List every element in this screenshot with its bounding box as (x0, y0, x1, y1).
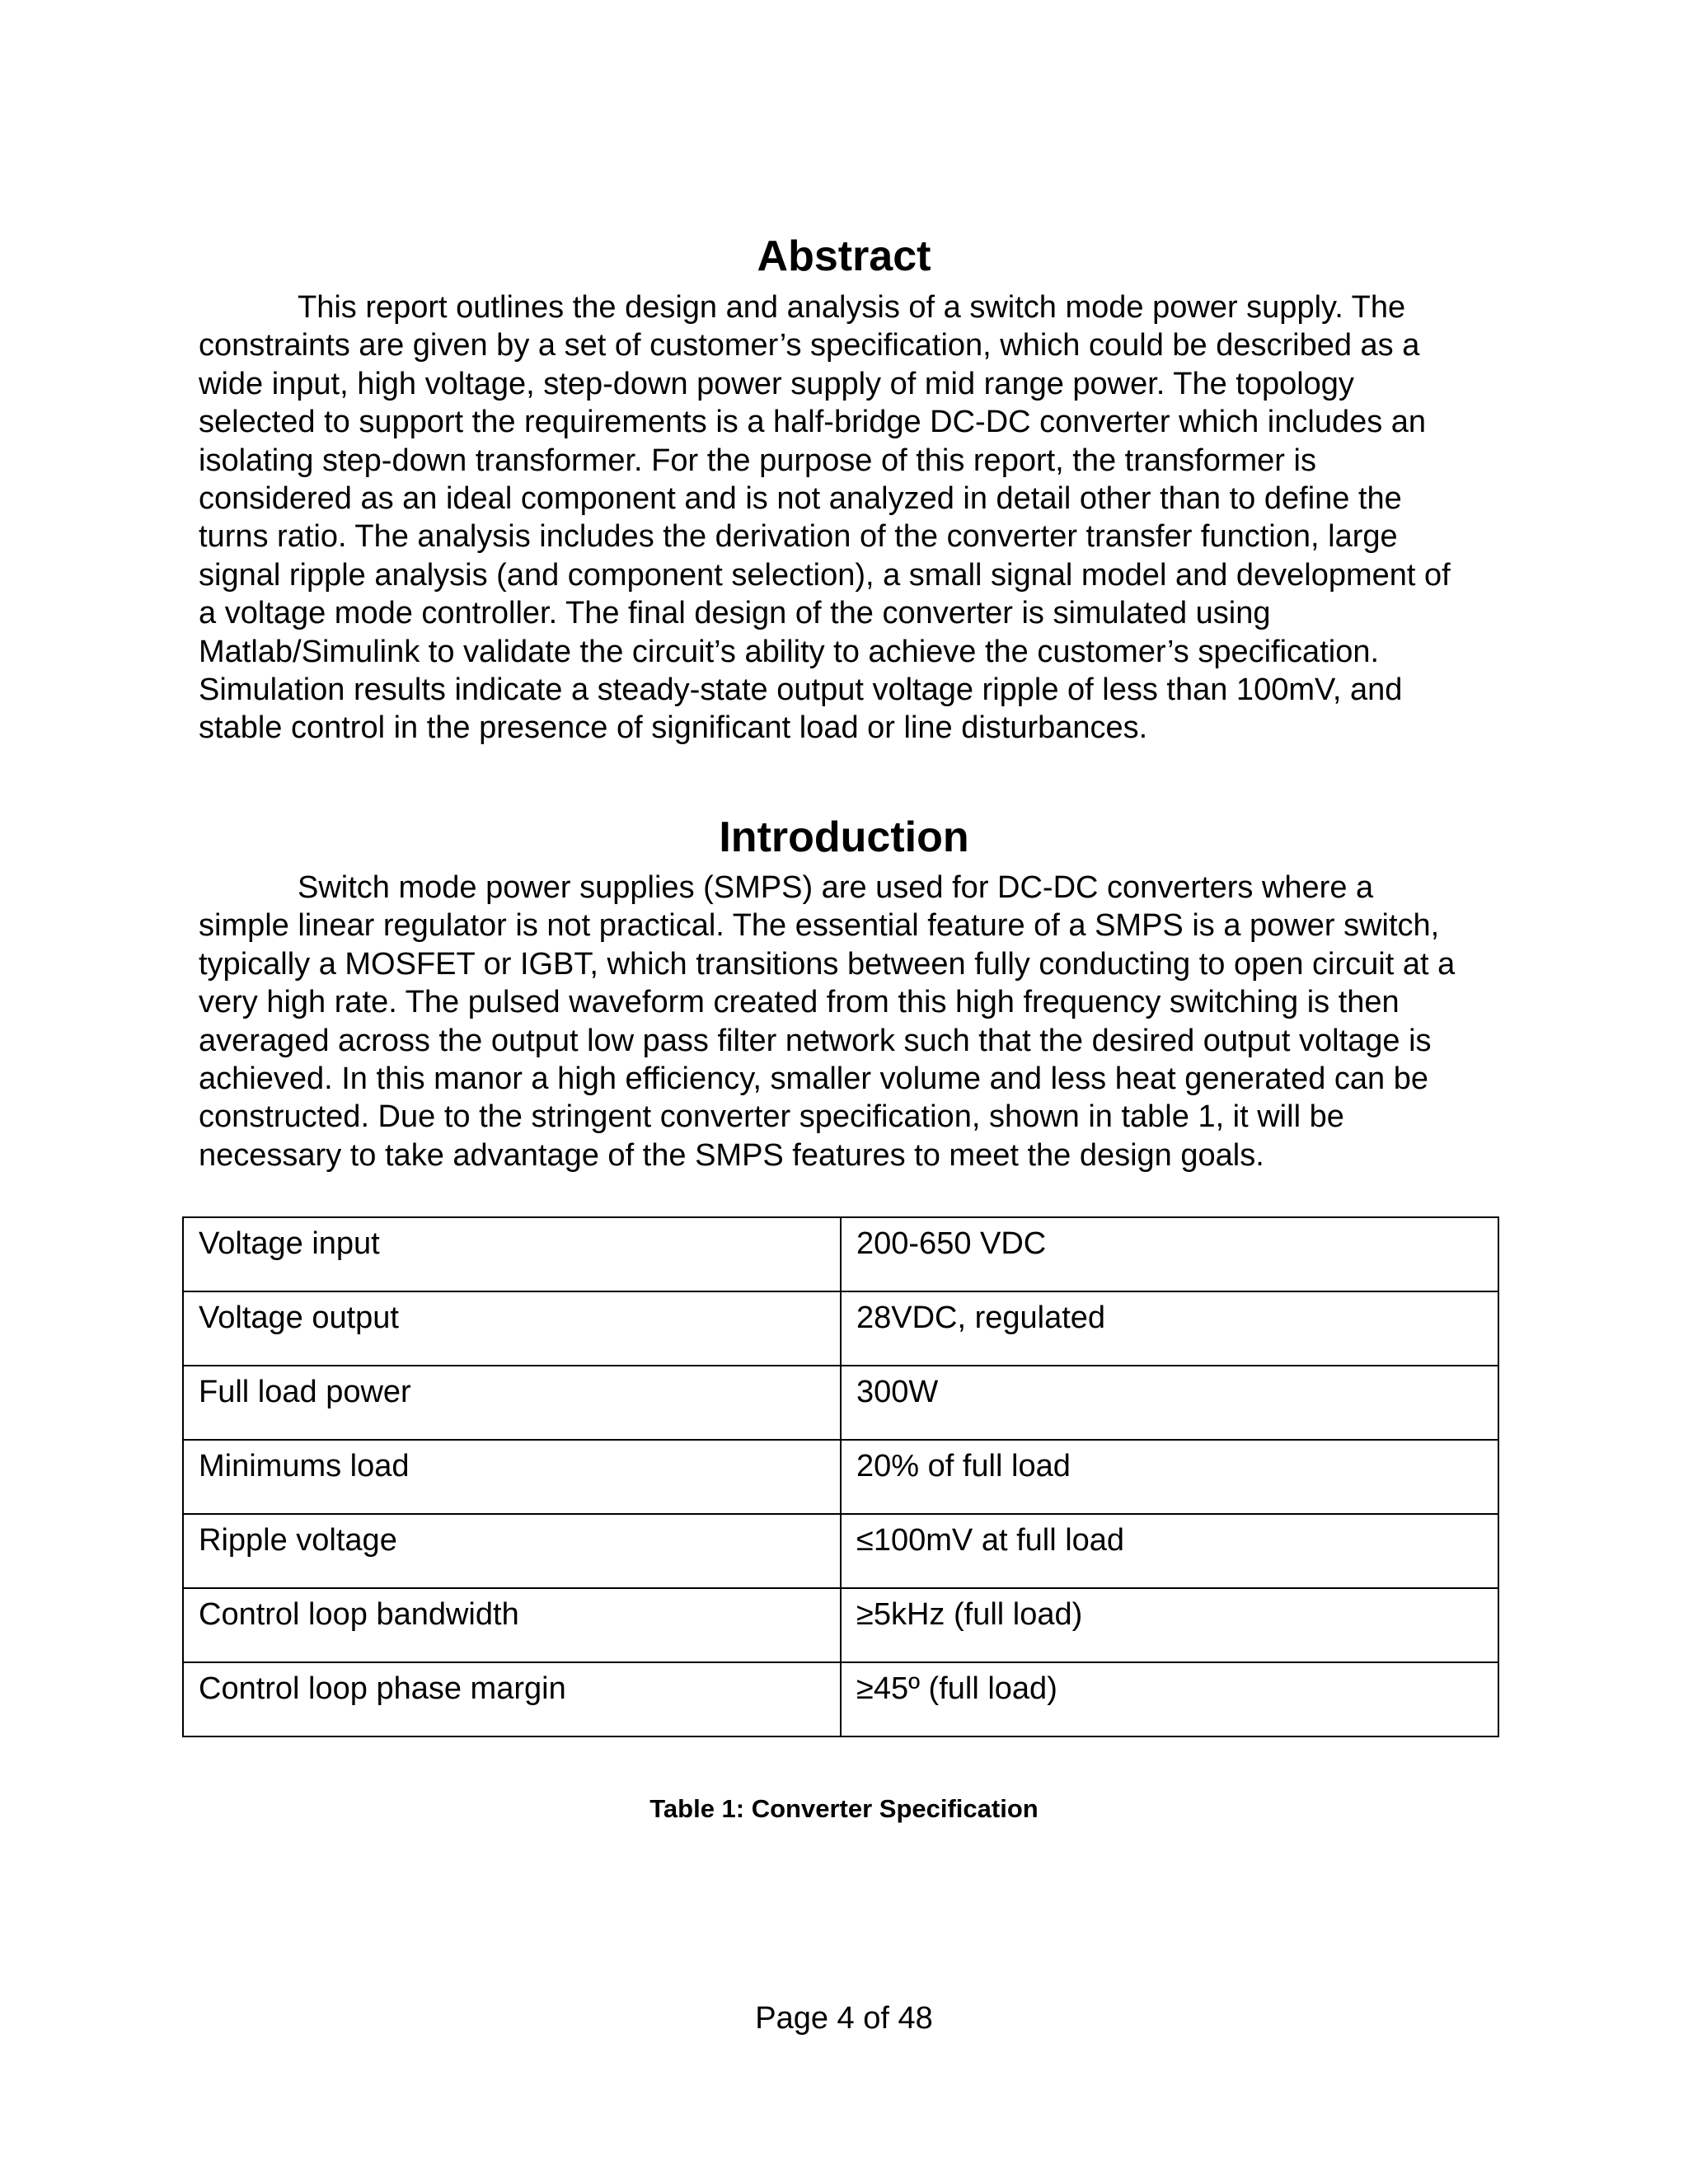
spec-value-cell (841, 1588, 1498, 1662)
spec-value-cell (841, 1662, 1498, 1736)
spec-parameter: Full load power (199, 1375, 411, 1409)
abstract-line: Matlab/Simulink to validate the circuit’s ability to achieve the customer’s specification. (199, 634, 1380, 669)
spec-parameter-cell (183, 1662, 841, 1736)
table-row (183, 1514, 1498, 1588)
spec-parameter: Voltage output (199, 1301, 399, 1335)
abstract-line: Simulation results indicate a steady-state output voltage ripple of less than 100mV, and (199, 673, 1403, 708)
abstract-line: This report outlines the design and analysis of a switch mode power supply. The (298, 290, 1406, 325)
abstract-line: selected to support the requirements is a half-bridge DC-DC converter which includes an (199, 405, 1427, 440)
introduction-line: constructed. Due to the stringent converter specification, shown in table 1, it will be (199, 1099, 1344, 1135)
spec-parameter: Control loop bandwidth (199, 1597, 519, 1632)
spec-value: 20% of full load (856, 1449, 1071, 1483)
spec-value: 28VDC, regulated (856, 1301, 1106, 1335)
introduction-heading: Introduction (719, 813, 969, 861)
spec-value: 300W (856, 1375, 939, 1409)
abstract-line: considered as an ideal component and is not analyzed in detail other than to define the (199, 481, 1402, 517)
table-caption: Table 1: Converter Specification (649, 1794, 1039, 1823)
page-number: Page 4 of 48 (755, 2001, 933, 2036)
table-row (183, 1662, 1498, 1736)
introduction-paragraph (199, 869, 1534, 1174)
abstract-line: a voltage mode controller. The final design of the converter is simulated using (199, 596, 1271, 631)
spec-value-cell (841, 1514, 1498, 1588)
table-row (183, 1291, 1498, 1366)
abstract-line: constraints are given by a set of customer’s specification, which could be described as a (199, 328, 1420, 363)
introduction-line: Switch mode power supplies (SMPS) are used for DC-DC converters where a (298, 870, 1374, 905)
spec-parameter-cell (183, 1291, 841, 1366)
spec-parameter: Voltage input (199, 1226, 380, 1261)
abstract-heading: Abstract (757, 232, 931, 280)
spec-parameter-cell (183, 1440, 841, 1514)
spec-value: ≥45º (full load) (856, 1671, 1057, 1706)
introduction-line: very high rate. The pulsed waveform created from this high frequency switching is then (199, 985, 1400, 1020)
spec-value-cell (841, 1440, 1498, 1514)
spec-parameter-cell (183, 1217, 841, 1291)
spec-value: 200-650 VDC (856, 1226, 1047, 1261)
spec-parameter: Ripple voltage (199, 1523, 397, 1558)
introduction-line: simple linear regulator is not practical. The essential feature of a SMPS is a power switch, (199, 908, 1440, 944)
spec-value-cell (841, 1291, 1498, 1366)
spec-value-cell (841, 1217, 1498, 1291)
abstract-line: turns ratio. The analysis includes the derivation of the converter transfer function, large (199, 519, 1398, 555)
abstract-paragraph (199, 288, 1534, 748)
table-row (183, 1440, 1498, 1514)
abstract-line: signal ripple analysis (and component selection), a small signal model and development of (199, 557, 1451, 593)
spec-parameter: Minimums load (199, 1449, 410, 1483)
spec-value-cell (841, 1366, 1498, 1440)
spec-parameter-cell (183, 1366, 841, 1440)
spec-value: ≥5kHz (full load) (856, 1597, 1083, 1632)
table-row (183, 1588, 1498, 1662)
spec-parameter-cell (183, 1588, 841, 1662)
table-row (183, 1366, 1498, 1440)
spec-value: ≤100mV at full load (856, 1523, 1125, 1558)
introduction-line: averaged across the output low pass filter network such that the desired output voltage is (199, 1023, 1432, 1058)
abstract-line: wide input, high voltage, step-down power supply of mid range power. The topology (199, 366, 1354, 401)
introduction-line: achieved. In this manor a high efficiency, smaller volume and less heat generated can be (199, 1062, 1429, 1097)
introduction-line: typically a MOSFET or IGBT, which transitions between fully conducting to open circuit at a (199, 946, 1456, 982)
spec-parameter-cell (183, 1514, 841, 1588)
abstract-line: isolating step-down transformer. For the purpose of this report, the transformer is (199, 443, 1316, 478)
spec-parameter: Control loop phase margin (199, 1671, 566, 1706)
introduction-line: necessary to take advantage of the SMPS features to meet the design goals. (199, 1137, 1264, 1173)
converter-spec-table (182, 1216, 1499, 1737)
table-row (183, 1217, 1498, 1291)
abstract-line: stable control in the presence of significant load or line disturbances. (199, 710, 1148, 746)
